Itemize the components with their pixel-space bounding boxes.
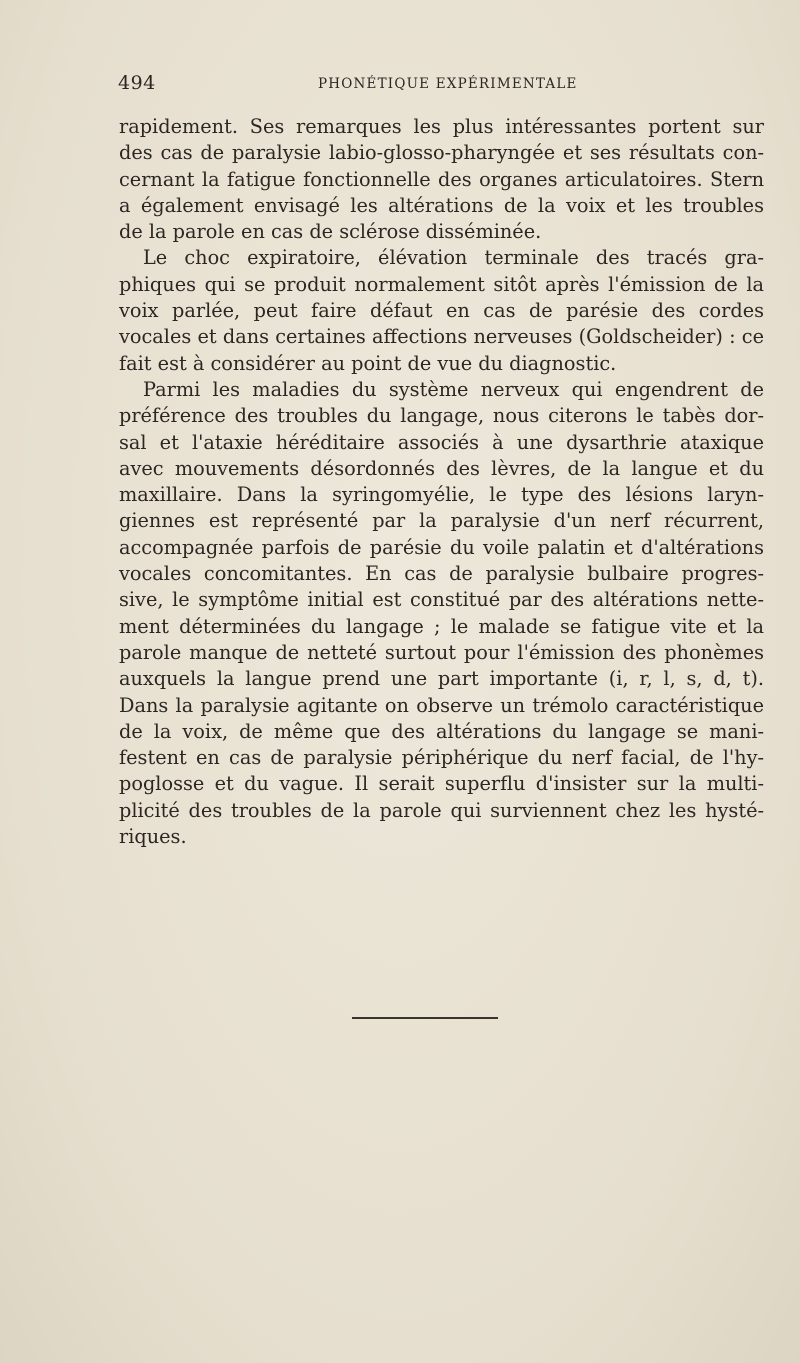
running-title: PHONÉTIQUE EXPÉRIMENTALE bbox=[318, 76, 578, 92]
section-divider bbox=[352, 1017, 498, 1019]
text-line: des cas de paralysie labio-glosso-pharyngée et ses résultats con- bbox=[119, 141, 764, 165]
text-line: vocales et dans certaines affections nerveuses (Goldscheider) : ce bbox=[119, 325, 764, 349]
text-line: maxillaire. Dans la syringomyélie, le type des lésions laryn- bbox=[119, 483, 764, 507]
text-line: Le choc expiratoire, élévation terminale des tracés gra- bbox=[143, 246, 764, 270]
text-line: voix parlée, peut faire défaut en cas de parésie des cordes bbox=[119, 299, 764, 323]
text-line: sal et l'ataxie héréditaire associés à une dysarthrie ataxique bbox=[119, 430, 764, 454]
page-number: 494 bbox=[118, 72, 156, 94]
text-line: riques. bbox=[119, 825, 187, 849]
text-line: avec mouvements désordonnés des lèvres, de la langue et du bbox=[119, 456, 764, 480]
text-line: plicité des troubles de la parole qui surviennent chez les hysté- bbox=[119, 798, 764, 822]
text-line: sive, le symptôme initial est constitué par des altérations nette- bbox=[119, 588, 764, 612]
text-line: de la voix, de même que des altérations du langage se mani- bbox=[119, 719, 764, 743]
text-line: ment déterminées du langage ; le malade se fatigue vite et la bbox=[119, 614, 764, 638]
body-text bbox=[119, 114, 764, 850]
text-line: fait est à considérer au point de vue du diagnostic. bbox=[119, 351, 617, 375]
text-line: festent en cas de paralysie périphérique du nerf facial, de l'hy- bbox=[119, 746, 764, 770]
text-line: auxquels la langue prend une part importante (i, r, l, s, d, t). bbox=[119, 667, 764, 691]
text-line: rapidement. Ses remarques les plus intéressantes portent sur bbox=[119, 115, 764, 138]
text-line: cernant la fatigue fonctionnelle des organes articulatoires. Stern bbox=[119, 167, 764, 191]
text-line: vocales concomitantes. En cas de paralysie bulbaire progres- bbox=[119, 562, 764, 586]
page-header bbox=[118, 72, 763, 98]
text-line: a également envisagé les altérations de la voix et les troubles bbox=[119, 193, 764, 217]
text-line: de la parole en cas de sclérose disséminée. bbox=[119, 220, 542, 244]
text-line: accompagnée parfois de parésie du voile palatin et d'altérations bbox=[119, 535, 764, 559]
text-line: Parmi les maladies du système nerveux qui engendrent de bbox=[143, 377, 764, 401]
text-line: parole manque de netteté surtout pour l'émission des phonèmes bbox=[119, 640, 764, 664]
text-line: préférence des troubles du langage, nous citerons le tabès dor- bbox=[119, 404, 764, 428]
text-line: Dans la paralysie agitante on observe un trémolo caractéristique bbox=[119, 693, 764, 717]
text-line: giennes est représenté par la paralysie d'un nerf récurrent, bbox=[119, 509, 764, 533]
text-line: poglosse et du vague. Il serait superflu d'insister sur la multi- bbox=[119, 772, 764, 796]
text-line: phiques qui se produit normalement sitôt après l'émission de la bbox=[119, 272, 764, 296]
